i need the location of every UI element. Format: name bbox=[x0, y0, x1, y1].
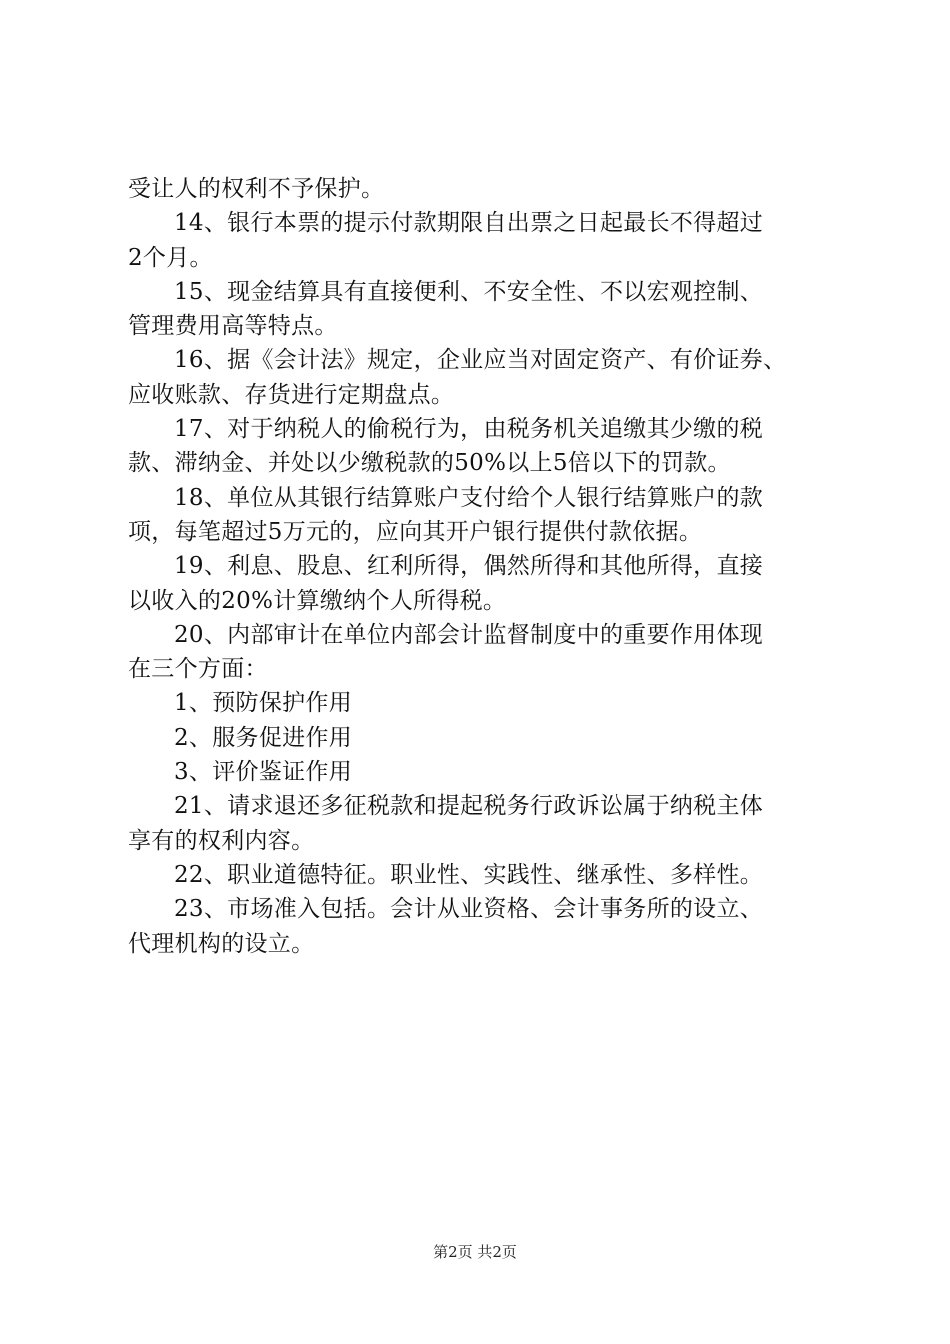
text-line-14: 20、内部审计在单位内部会计监督制度中的重要作用体现 bbox=[174, 621, 764, 648]
text-line-8: 17、对于纳税人的偷税行为，由税务机关追缴其少缴的税 bbox=[174, 416, 764, 443]
text-line-5: 管理费用高等特点。 bbox=[128, 313, 338, 340]
text-line-1: 受让人的权利不予保护。 bbox=[128, 176, 385, 202]
text-line-2: 14、银行本票的提示付款期限自出票之日起最长不得超过 bbox=[174, 210, 764, 237]
text-line-4: 15、现金结算具有直接便利、不安全性、不以宏观控制、 bbox=[174, 278, 764, 305]
text-line-16: 1、预防保护作用 bbox=[174, 690, 353, 717]
text-line-21: 22、职业道德特征。职业性、实践性、继承性、多样性。 bbox=[174, 861, 764, 888]
text-line-3: 2个月。 bbox=[128, 244, 213, 271]
text-line-15: 在三个方面： bbox=[128, 656, 268, 683]
text-line-23: 代理机构的设立。 bbox=[128, 930, 315, 957]
text-line-22: 23、市场准入包括。会计从业资格、会计事务所的设立、 bbox=[174, 896, 764, 923]
text-line-19: 21、请求退还多征税款和提起税务行政诉讼属于纳税主体 bbox=[174, 793, 764, 820]
text-line-18: 3、评价鉴证作用 bbox=[174, 759, 353, 786]
text-line-17: 2、服务促进作用 bbox=[174, 724, 353, 751]
text-line-10: 18、单位从其银行结算账户支付给个人银行结算账户的款 bbox=[174, 484, 764, 511]
text-line-7: 应收账款、存货进行定期盘点。 bbox=[128, 381, 455, 408]
text-line-11: 项，每笔超过5万元的，应向其开户银行提供付款依据。 bbox=[128, 518, 703, 545]
text-line-20: 享有的权利内容。 bbox=[128, 827, 315, 854]
page-number-footer: 第2页 共2页 bbox=[433, 1243, 517, 1261]
text-line-9: 款、滞纳金、并处以少缴税款的50%以上5倍以下的罚款。 bbox=[128, 450, 731, 477]
text-line-12: 19、利息、股息、红利所得，偶然所得和其他所得，直接 bbox=[174, 553, 764, 580]
document-body bbox=[128, 172, 848, 961]
text-line-6: 16、据《会计法》规定，企业应当对固定资产、有价证券、 bbox=[174, 347, 787, 374]
text-line-13: 以收入的20%计算缴纳个人所得税。 bbox=[128, 587, 507, 614]
